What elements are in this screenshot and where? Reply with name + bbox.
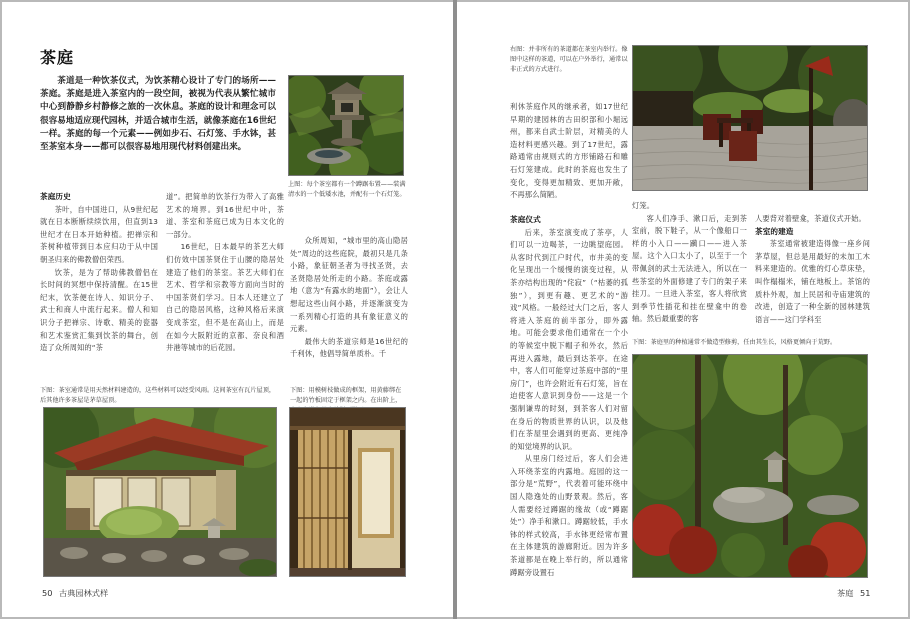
page-number: 50 xyxy=(42,588,53,598)
section-heading-ritual: 茶庭仪式 xyxy=(510,215,541,224)
paragraph: 后来，茶室演变成了茶亭，人们可以一边喝茶，一边眺望庭园。从客时代到江户时代，市井美的变化呈现出一个缓慢的演变过程，从茶亦结构出现的“侘寂”（“枯萎的孤独”），到更有趣、更艺术的“游戏”风格。一般经过大门之后，客人将进入茶庭的前半部分，即外露地。可能会要求他们通常在一个小的等候室中脱下帽子和外衣，然后再进入露地，最后到达茶亭。在途中，客人们可能穿过茶庭中部的“里房门”，也许会附近有石灯笼，旨在迫使客人意识到身份——这是一个强制谦卑的时刻，到茶客人们对留在身后的物质世界的认识，以及他们在茶屋里会遇到的更高、更纯净的知觉境界的认识。 xyxy=(510,227,628,451)
running-head: 古典园林式样 xyxy=(59,588,109,598)
wild-planting-photo xyxy=(632,354,868,578)
right-page xyxy=(457,2,908,617)
paragraph: 茶室通常被建造得像一座乡间茅草屋，但总是用最好的未加工木料来建造的。优雅的灯心草床垫，叫作榻榻米，铺在地板上。茶馆的质朴外观，加上民居和寺庙建筑的改进，创造了一种全新的园林建筑语言——这门学科至 xyxy=(755,239,870,324)
bamboo-photo-caption: 下图：用模树枝做成的框架，用黄藤绑在一起的竹板固定于框架之内。在出阶上， xyxy=(290,387,402,404)
outdoor-tea-caption: 右图：并非所有的茶道都在茶室内举行。像图中这样的茶道，可以在户外举行，通常以非正式的方式进行。 xyxy=(510,46,628,73)
outdoor-tea-photo xyxy=(632,45,868,191)
paragraph: 茶叶，自中国进口，从9世纪起就在日本断断续续饮用，但直到13世纪才在日本开始种植。把禅宗和茶树种植带到日本应归功于从中国朝圣归来的佛教僧侣荣西。 xyxy=(40,204,158,264)
left-column-1 xyxy=(40,191,158,355)
left-column-3 xyxy=(290,235,408,361)
paragraph: 道”。把简单的饮茶行为带入了高雅艺术的境界。到16世纪中叶，茶道、茶室和茶庭已成为日本文化的一部分。 xyxy=(166,192,284,239)
paragraph: 饮茶，是为了帮助佛教僧侣在长时间的冥想中保持清醒。在15世纪末，饮茶便在诗人、知识分子、武士和商人中流行起来。僧人和知识分子把禅宗、诗歌、精美的瓷器和艺术鉴赏汇集到饮茶的舞台，创造了众所周知的“茶 xyxy=(40,267,158,353)
folio-right xyxy=(837,588,870,599)
section-heading-construction: 茶室的建造 xyxy=(755,226,794,236)
paragraph: 众所周知，“城市里的高山隐居处”周边的这些庭院，最初只是几条小路，象征朝圣者为寻找圣贤，去圣贤隐居处所走的小路。茶庭或露地（意为“有露水的地面”），会让人想起这些山间小路，并逐渐演变为一系列精心打造的具有象征意义的元素。 xyxy=(290,236,408,334)
stone-lantern-photo xyxy=(288,75,404,176)
chapter-title: 茶庭 xyxy=(40,48,75,67)
right-column-2 xyxy=(632,200,747,326)
section-heading-history: 茶庭历史 xyxy=(40,192,71,201)
running-head: 茶庭 xyxy=(837,588,854,598)
wild-planting-caption: 下图：茶庭里的种植通常不做造型修剪，任由其生长，风格更倾向于荒野。 xyxy=(632,339,837,346)
left-page xyxy=(2,2,453,617)
folio-left xyxy=(42,588,108,599)
bamboo-entrance-photo xyxy=(289,407,406,577)
intro-paragraph: 茶道是一种饮茶仪式，为饮茶精心设计了专门的场所——茶庭。茶庭是进入茶室内的一段空间，被视为代表从繁忙城市中心到静静乡村静修之旅的一次休息。茶庭的设计和理念可以很容易地适应现代园林，并适合城市生活，就像茶庭在16世纪一样。茶庭的每一个元素——例如步石、石灯笼、手水钵，甚至茶室本身——都可以很容易地用现代材料创建出来。 xyxy=(40,76,276,153)
left-column-2 xyxy=(166,191,284,355)
paragraph: 从里房门经过后，客人们会进入环绕茶室的内露地。庭园的这一部分是“荒野”，代表着可能环绕中国人隐逸处的山野景观。然后，客人需要经过蹲踞的缘故（或“蹲踞处”）净手和漱口。蹲踞较低，手水钵的样式较高，手水钵更经常布置在主体建筑的游廊附近。因为许多茶道都是在晚上举行的，所以通常蹲踞旁设置石 xyxy=(510,454,628,577)
paragraph: 客人们净手、漱口后，走到茶室前，脱下鞋子，从一个像船口一样的小入口——躏口——进入茶屋。这个入口太小了，以至于一个带佩剑的武士无法进入，所以在一些茶室的外面修建了专门的架子来挂刀。一旦进入茶室，客人将欣赏到季节性插花和挂在壁龛中的卷轴。然后最重要的客 xyxy=(632,213,747,324)
page-number: 51 xyxy=(860,588,871,598)
right-column-3 xyxy=(755,213,870,326)
paragraph: 16世纪，日本最早的茶艺大师们仿效中国茶贤住于山腰的隐居处建造了他们的茶室。茶艺大师们在艺术、哲学和宗教等方面向当时的中国茶贤们学习。日本人还建立了自己的隐居风格，这种风格后来演变成茶室，但不是在高山上，而是在如今大阪附近的京都、奈良和酒井港等城市的后花园。 xyxy=(166,242,284,353)
right-column-1 xyxy=(510,214,628,579)
lantern-photo-caption: 上图：每个茶室都有一个蹲踞布置——装满清水的一个低矮水池，并配有一个石灯笼。 xyxy=(288,181,406,198)
paragraph: 灯笼。 xyxy=(632,201,655,210)
paragraph: 利休茶庭作风的继承者，如17世纪早期的建园林的古田织部和小堀远州，都来自武士阶层，对精美的人造材料更感兴趣。到了17世纪，露路通常由规则式的方形铺路石和雕石灯笼建成。此时的茶庭也发生了变化，变得更加精致、更加开敞，不再那么简陋。 xyxy=(510,102,628,200)
paragraph: 最伟大的茶道宗师是16世纪的千利休，他倡导简单质朴。千 xyxy=(290,336,408,359)
teahouse-photo-caption: 下图：茶室通常是用天然材料建造的，这些材料可以经受风雨。这间茶室有瓦片屋顶，后其他许多茶屋是茅草屋顶。 xyxy=(40,387,276,404)
right-column-1-top xyxy=(510,101,628,202)
paragraph: 人要背对着壁龛，茶道仪式开始。 xyxy=(755,214,866,223)
teahouse-photo xyxy=(43,407,277,577)
